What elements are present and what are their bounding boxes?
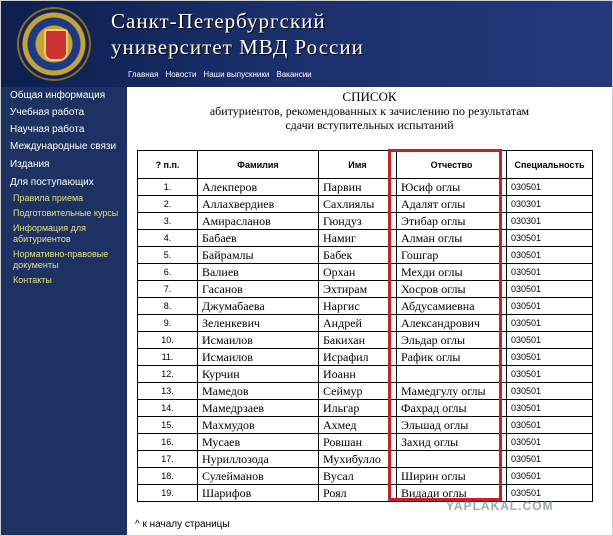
cell-patronymic: Хосров оглы [397, 281, 507, 298]
table-row [138, 264, 593, 281]
cell-number: 14. [138, 400, 198, 417]
sidebar-sub-legal-docs[interactable]: Нормативно-правовые документы [13, 249, 109, 270]
cell-number: 9. [138, 315, 198, 332]
cell-name: Ильгар [319, 400, 397, 417]
cell-specialty: 030501 [507, 247, 593, 264]
applicants-table [137, 150, 593, 502]
table-body [138, 179, 593, 502]
cell-specialty: 030501 [507, 298, 593, 315]
cell-surname: Зеленкевич [198, 315, 319, 332]
sidebar-item-publications[interactable]: Издания [10, 159, 50, 170]
cell-name: Иоанн [319, 366, 397, 383]
cell-patronymic: Видади оглы [397, 485, 507, 502]
cell-number: 17. [138, 451, 198, 468]
cell-surname: Исмаилов [198, 349, 319, 366]
table-row [138, 417, 593, 434]
nav-news[interactable]: Новости [165, 70, 197, 79]
cell-specialty: 030501 [507, 264, 593, 281]
site-title-line2: университет МВД России [111, 35, 364, 59]
table-row [138, 332, 593, 349]
cell-number: 18. [138, 468, 198, 485]
cell-number: 6. [138, 264, 198, 281]
sidebar-item-applicants[interactable]: Для поступающих [10, 177, 94, 188]
cell-patronymic: Адалят оглы [397, 196, 507, 213]
cell-surname: Джумабаева [198, 298, 319, 315]
cell-patronymic: Эльшад оглы [397, 417, 507, 434]
cell-surname: Мамедов [198, 383, 319, 400]
cell-name: Сахлиялы [319, 196, 397, 213]
table-row [138, 400, 593, 417]
cell-surname: Махмудов [198, 417, 319, 434]
table-row [138, 281, 593, 298]
cell-surname: Валиев [198, 264, 319, 281]
cell-specialty: 030501 [507, 315, 593, 332]
main-content [127, 87, 612, 535]
cell-patronymic: Юсиф оглы [397, 179, 507, 196]
cell-number: 5. [138, 247, 198, 264]
cell-patronymic: Мехди оглы [397, 264, 507, 281]
cell-number: 12. [138, 366, 198, 383]
page-subtitle-2: сдачи вступительных испытаний [285, 118, 454, 132]
cell-name: Андрей [319, 315, 397, 332]
col-name: Имя [319, 151, 397, 179]
nav-graduates[interactable]: Наши выпускники [203, 70, 270, 79]
page-subtitle-1: абитуриентов, рекомендованных к зачислению по результатам [209, 104, 530, 118]
cell-name: Сеймур [319, 383, 397, 400]
cell-name: Вусал [319, 468, 397, 485]
table-row [138, 315, 593, 332]
table-row [138, 349, 593, 366]
sidebar-item-science[interactable]: Научная работа [10, 124, 85, 135]
sidebar-sub-prep-courses[interactable]: Подготовительные курсы [13, 208, 119, 218]
cell-number: 2. [138, 196, 198, 213]
table-row [138, 247, 593, 264]
cell-specialty: 030501 [507, 366, 593, 383]
cell-surname: Мамедрзаев [198, 400, 319, 417]
cell-number: 4. [138, 230, 198, 247]
cell-name: Мухибулло [319, 451, 397, 468]
cell-patronymic: Захид оглы [397, 434, 507, 451]
cell-number: 11. [138, 349, 198, 366]
cell-patronymic [397, 366, 507, 383]
cell-number: 19. [138, 485, 198, 502]
site-header [1, 1, 612, 87]
table-row [138, 298, 593, 315]
cell-name: Орхан [319, 264, 397, 281]
col-number: ? п.п. [138, 151, 198, 179]
cell-name: Исрафил [319, 349, 397, 366]
col-patronymic: Отчество [397, 151, 507, 179]
cell-surname: Гасанов [198, 281, 319, 298]
col-specialty: Специальность [507, 151, 593, 179]
nav-vacancies[interactable]: Вакансии [276, 70, 312, 79]
nav-home[interactable]: Главная [128, 70, 159, 79]
cell-patronymic: Александрович [397, 315, 507, 332]
cell-specialty: 030501 [507, 434, 593, 451]
cell-specialty: 030501 [507, 383, 593, 400]
sidebar-sub-applicant-info[interactable]: Информация для абитуриентов [13, 223, 86, 244]
cell-patronymic [397, 451, 507, 468]
cell-number: 8. [138, 298, 198, 315]
cell-name: Эхтирам [319, 281, 397, 298]
sidebar-item-international[interactable]: Международные связи [10, 141, 117, 152]
cell-number: 3. [138, 213, 198, 230]
cell-number: 10. [138, 332, 198, 349]
cell-specialty: 030501 [507, 451, 593, 468]
top-nav [128, 70, 312, 79]
cell-surname: Мусаев [198, 434, 319, 451]
cell-specialty: 030501 [507, 332, 593, 349]
cell-patronymic: Эльдар оглы [397, 332, 507, 349]
cell-surname: Алекперов [198, 179, 319, 196]
cell-surname: Исмаилов [198, 332, 319, 349]
cell-name: Парвин [319, 179, 397, 196]
cell-surname: Сулейманов [198, 468, 319, 485]
cell-patronymic: Этибар оглы [397, 213, 507, 230]
cell-patronymic: Фахрад оглы [397, 400, 507, 417]
cell-patronymic: Абдусамиевна [397, 298, 507, 315]
cell-specialty: 030501 [507, 485, 593, 502]
table-row [138, 179, 593, 196]
cell-name: Бабек [319, 247, 397, 264]
university-emblem[interactable] [17, 7, 91, 81]
cell-surname: Амирасланов [198, 213, 319, 230]
table-row [138, 383, 593, 400]
cell-surname: Аллахвердиев [198, 196, 319, 213]
col-surname: Фамилия [198, 151, 319, 179]
cell-number: 16. [138, 434, 198, 451]
page-title: СПИСОК [342, 89, 397, 104]
shield-icon [44, 29, 68, 61]
table-row [138, 468, 593, 485]
cell-name: Роял [319, 485, 397, 502]
cell-specialty: 030501 [507, 468, 593, 485]
cell-name: Бакихан [319, 332, 397, 349]
sidebar-item-education[interactable]: Учебная работа [10, 107, 85, 118]
cell-patronymic: Мамедгулу оглы [397, 383, 507, 400]
sidebar [1, 87, 127, 535]
cell-patronymic: Рафик оглы [397, 349, 507, 366]
table-row [138, 213, 593, 230]
cell-patronymic: Ширин оглы [397, 468, 507, 485]
cell-surname: Нуриллозода [198, 451, 319, 468]
cell-surname: Курчин [198, 366, 319, 383]
cell-specialty: 030301 [507, 196, 593, 213]
table-header-row [138, 151, 593, 179]
cell-specialty: 030501 [507, 179, 593, 196]
cell-specialty: 030501 [507, 349, 593, 366]
table-row [138, 451, 593, 468]
cell-patronymic: Гошгар [397, 247, 507, 264]
table-row [138, 434, 593, 451]
cell-name: Ахмед [319, 417, 397, 434]
cell-number: 13. [138, 383, 198, 400]
cell-specialty: 030301 [507, 213, 593, 230]
cell-number: 1. [138, 179, 198, 196]
watermark: YAPLAKAL.COM [446, 499, 554, 513]
cell-name: Гюндуз [319, 213, 397, 230]
cell-name: Намиг [319, 230, 397, 247]
cell-number: 15. [138, 417, 198, 434]
cell-surname: Байрамлы [198, 247, 319, 264]
site-title-line1: Санкт-Петербургский [111, 9, 326, 33]
sidebar-sub-admission-rules[interactable]: Правила приема [13, 193, 84, 203]
cell-number: 7. [138, 281, 198, 298]
cell-surname: Шарифов [198, 485, 319, 502]
cell-surname: Бабаев [198, 230, 319, 247]
table-row [138, 196, 593, 213]
back-to-top-link[interactable]: ^ к началу страницы [135, 519, 230, 530]
cell-specialty: 030501 [507, 281, 593, 298]
cell-specialty: 030501 [507, 400, 593, 417]
table-row [138, 230, 593, 247]
sidebar-sub-contacts[interactable]: Контакты [13, 275, 52, 285]
cell-specialty: 030501 [507, 417, 593, 434]
table-row [138, 366, 593, 383]
sidebar-item-general[interactable]: Общая информация [10, 90, 106, 101]
cell-name: Ровшан [319, 434, 397, 451]
cell-specialty: 030501 [507, 230, 593, 247]
cell-patronymic: Алман оглы [397, 230, 507, 247]
cell-name: Наргис [319, 298, 397, 315]
